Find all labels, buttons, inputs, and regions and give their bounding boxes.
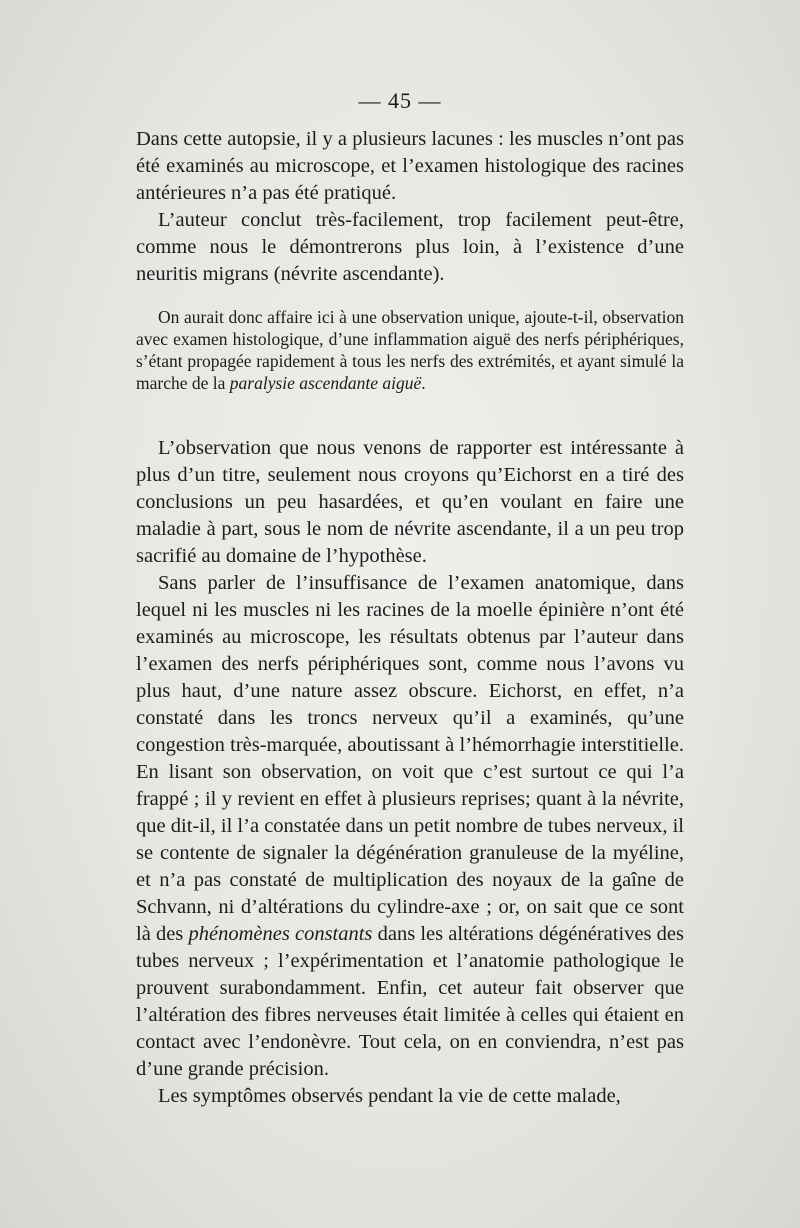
paragraph-author-conclusion: L’auteur conclut très-facilement, trop facilement peut-être, comme nous le démontrerons plus loin, à l’existence d’une neuritis migrans (névrite ascendante). (136, 209, 684, 285)
quote-text: On aurait donc affaire ici à une observation unique, ajoute-t-il, observation avec examen histologique, d’une inflammation aiguë des nerfs périphériques, s’étant propagée rapidement à tous les nerfs des extrémités, et ayant simulé la marche de la (136, 307, 684, 393)
quote-end: . (421, 373, 426, 393)
page-number: — 45 — (358, 88, 442, 113)
paragraph-autopsy-gaps: Dans cette autopsie, il y a plusieurs lacunes : les muscles n’ont pas été examinés au microscope, et l’examen histologique des racines antérieures n’a pas été pratiqué. (136, 128, 684, 204)
analysis-text-end: dans les altérations dégénératives des tubes nerveux ; l’expérimentation et l’anatomie pathologique le prouvent surabondamment. Enfin, cet auteur fait observer que l’altération des fibres nerveuses était limitée à celles qui étaient en contact avec l’endonèvre. Tout cela, on en conviendra, n’est pas d’une grande précision. (136, 923, 685, 1080)
text-block-top (136, 126, 684, 288)
analysis-text-start: Sans parler de l’insuffisance de l’examen anatomique, dans lequel ni les muscles ni les racines de la moelle épinière n’ont été examinés au microscope, les résultats obtenus par l’auteur dans l’examen des nerfs périphériques sont, comme nous l’avons vu plus haut, d’une nature assez obscure. Eichorst, en effet, n’a constaté dans les troncs nerveux qu’il a examinés, qu’une congestion très-marquée, aboutissant à l’hémorrhagie interstitielle. En lisant son observation, on voit que c’est surtout ce qui l’a frappé ; il y revient en effet à plusieurs reprises; quant à la névrite, que dit-il, il l’a constatée dans un petit nombre de tubes nerveux, il se contente de signaler la dégénération granuleuse de la myéline, et n’a pas constaté de multiplication des noyaux de la gaîne de Schvann, ni d’altérations du cylindre-axe ; or, on sait que ce sont là des (136, 572, 684, 945)
paragraph-observation-critique: L’observation que nous venons de rapporter est intéressante à plus d’un titre, seulement nous croyons qu’Eichorst en a tiré des conclusions un peu hasardées, et qu’en voulant en faire une maladie à part, sous le nom de névrite ascendante, il a un peu trop sacrifié au domaine de l’hypothèse. (136, 437, 684, 567)
analysis-italic-term: phénomènes constants (188, 923, 373, 945)
text-block-main (136, 435, 684, 1110)
paragraph-quoted-observation (136, 306, 684, 394)
quote-italic-term: paralysie ascendante aiguë (229, 373, 422, 393)
paragraph-symptoms: Les symptômes observés pendant la vie de cette malade, (158, 1085, 621, 1107)
paragraph-anatomical-analysis (136, 570, 684, 1083)
text-block-quote (136, 306, 684, 394)
